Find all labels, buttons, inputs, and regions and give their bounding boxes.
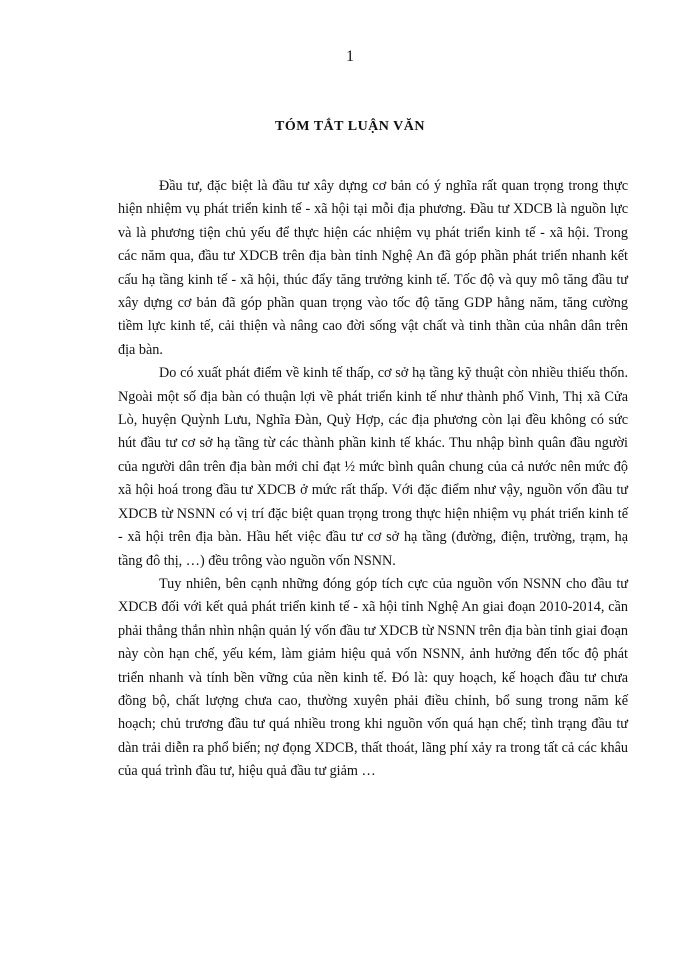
page-number: 1 bbox=[346, 48, 354, 65]
paragraph-2: Do có xuất phát điểm về kinh tế thấp, cơ sở hạ tầng kỹ thuật còn nhiều thiếu thốn. Ngoài một số địa bàn có thuận lợi về phát triển kinh tế như thành phố Vinh, Thị xã Cửa Lò, huyện Quỳnh Lưu, Nghĩa Đàn, Quỳ Hợp, các địa phương còn lại đều không có sức hút đầu tư cơ sở hạ tầng từ các thành phần kinh tế khác. Thu nhập bình quân đầu người của người dân trên địa bàn mới chỉ đạt ½ mức bình quân chung của cả nước nên mức độ xã hội hoá trong đầu tư XDCB ở mức rất thấp. Với đặc điểm như vậy, nguồn vốn đầu tư XDCB từ NSNN có vị trí đặc biệt quan trọng trong thực hiện nhiệm vụ phát triển kinh tế - xã hội trên địa bàn. Hầu hết việc đầu tư cơ sở hạ tầng (đường, điện, trường, trạm, hạ tầng đô thị, …) đều trông vào nguồn vốn NSNN. bbox=[118, 365, 628, 569]
body-text bbox=[118, 175, 628, 784]
document-title: TÓM TẮT LUẬN VĂN bbox=[275, 119, 425, 134]
paragraph-3: Tuy nhiên, bên cạnh những đóng góp tích cực của nguồn vốn NSNN cho đầu tư XDCB đối với kết quả phát triển kinh tế - xã hội tỉnh Nghệ An giai đoạn 2010-2014, cần phải thẳng thắn nhìn nhận quản lý vốn đầu tư XDCB từ NSNN trên địa bàn tỉnh giai đoạn này còn hạn chế, yếu kém, làm giảm hiệu quả vốn NSNN, ảnh hưởng đến tốc độ phát triển nhanh và tính bền vững của nền kinh tế. Đó là: quy hoạch, kế hoạch đầu tư chưa đồng bộ, chất lượng chưa cao, thường xuyên phải điều chỉnh, bổ sung trong năm kế hoạch; chủ trương đầu tư quá nhiều trong khi nguồn vốn quá hạn chế; tình trạng đầu tư dàn trải diễn ra phổ biến; nợ đọng XDCB, thất thoát, lãng phí xảy ra trong tất cả các khâu của quá trình đầu tư, hiệu quả đầu tư giảm … bbox=[118, 575, 628, 780]
paragraph-1: Đầu tư, đặc biệt là đầu tư xây dựng cơ bản có ý nghĩa rất quan trọng trong thực hiện nhiệm vụ phát triển kinh tế - xã hội tại mỗi địa phương. Đầu tư XDCB là nguồn lực và là phương tiện chủ yếu để thực hiện các nhiệm vụ phát triển kinh tế - xã hội. Trong các năm qua, đầu tư XDCB trên địa bàn tỉnh Nghệ An đã góp phần phát triển nhanh kết cấu hạ tầng kinh tế - xã hội, thúc đẩy tăng trưởng kinh tế. Tốc độ và quy mô tăng đầu tư xây dựng cơ bản đã góp phần quan trọng vào tốc độ tăng GDP hằng năm, tăng cường tiềm lực kinh tế, cải thiện và nâng cao đời sống vật chất và tinh thần của nhân dân trên địa bàn. bbox=[118, 178, 628, 358]
